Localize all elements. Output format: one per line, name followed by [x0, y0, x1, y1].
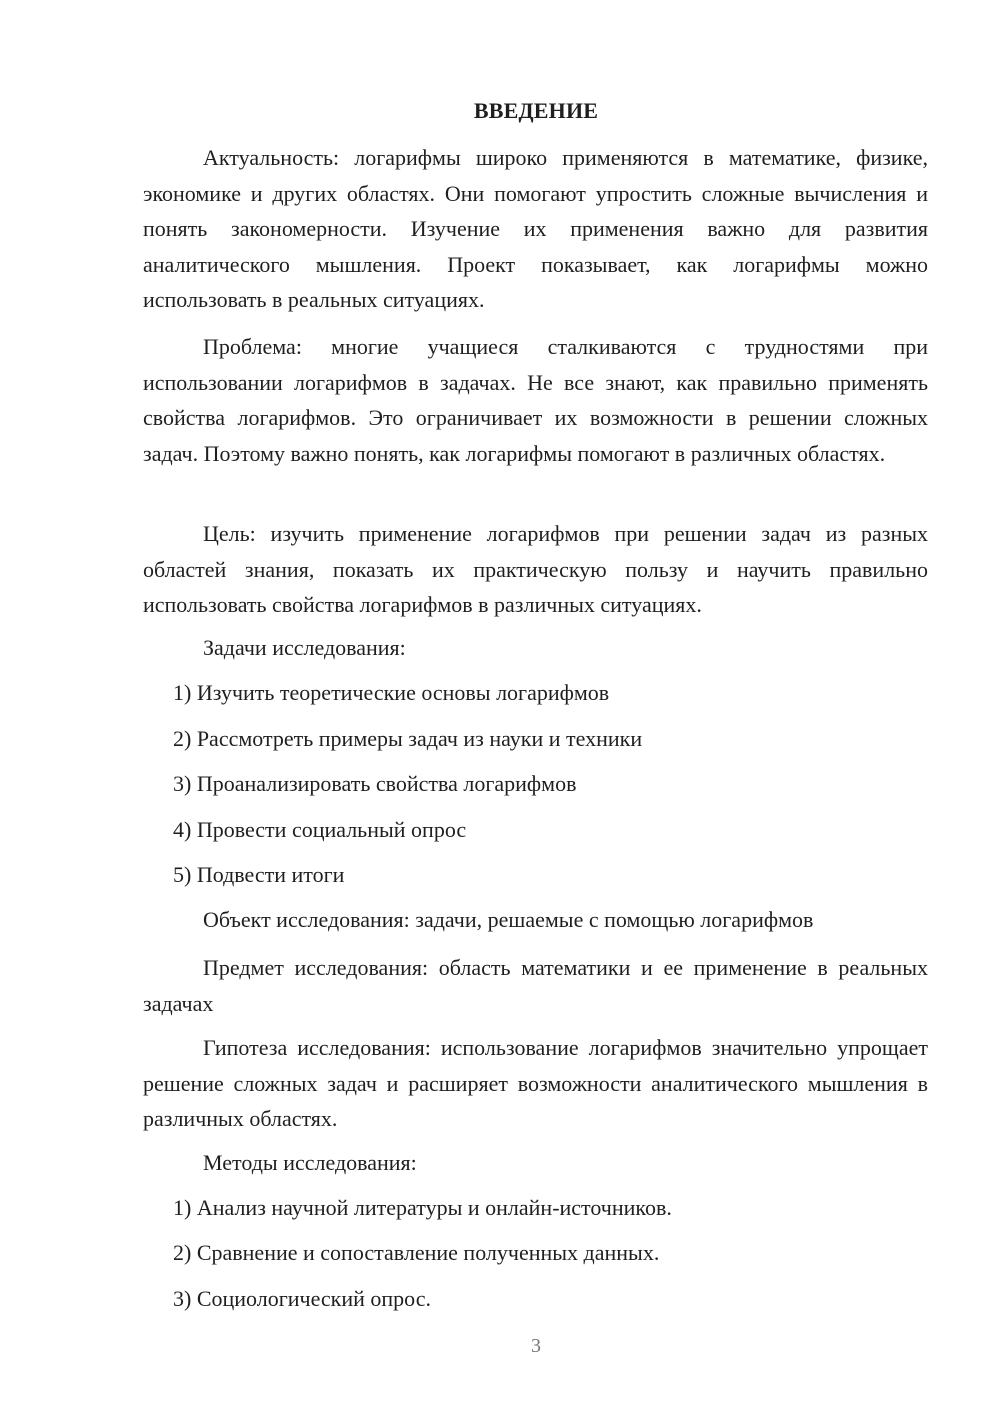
- research-subject: Предмет исследования: область математики и ее применение в реальных задачах: [143, 955, 928, 1016]
- task-item: 3) Проанализировать свойства логарифмов: [173, 771, 577, 796]
- task-item: 4) Провести социальный опрос: [173, 817, 467, 842]
- problem-paragraph: Проблема: многие учащиеся сталкиваются с трудностями при использовании логарифмов в задачах. Не все знают, как правильно применять свойства логарифмов. Это ограничивает их возможности в решении сложных задач. Поэтому важно понять, как логарифмы помогают в различных областях.: [143, 334, 928, 466]
- task-item: 2) Рассмотреть примеры задач из науки и техники: [173, 726, 643, 751]
- section-title: ВВЕДЕНИЕ: [473, 98, 599, 123]
- method-item: 3) Социологический опрос.: [173, 1286, 431, 1311]
- research-hypothesis: Гипотеза исследования: использование логарифмов значительно упрощает решение сложных задач и расширяет возможности аналитического мышления в различных областях.: [143, 1035, 928, 1131]
- relevance-paragraph: Актуальность: логарифмы широко применяются в математике, физике, экономике и других областях. Они помогают упростить сложные вычисления и понять закономерности. Изучение их применения важно для развития аналитического мышления. Проект показывает, как логарифмы можно использовать в реальных ситуациях.: [143, 145, 928, 312]
- page-number: 3: [531, 1335, 541, 1357]
- goal-paragraph: Цель: изучить применение логарифмов при решении задач из разных областей знания, показать их практическую пользу и научить правильно использовать свойства логарифмов в различных ситуациях.: [143, 521, 928, 617]
- methods-heading: Методы исследования:: [203, 1150, 417, 1175]
- method-item: 2) Сравнение и сопоставление полученных данных.: [173, 1240, 660, 1265]
- research-object: Объект исследования: задачи, решаемые с помощью логарифмов: [203, 907, 814, 932]
- method-item: 1) Анализ научной литературы и онлайн-источников.: [173, 1195, 672, 1220]
- task-item: 1) Изучить теоретические основы логарифмов: [173, 680, 610, 705]
- tasks-heading: Задачи исследования:: [203, 635, 406, 660]
- task-item: 5) Подвести итоги: [173, 862, 345, 887]
